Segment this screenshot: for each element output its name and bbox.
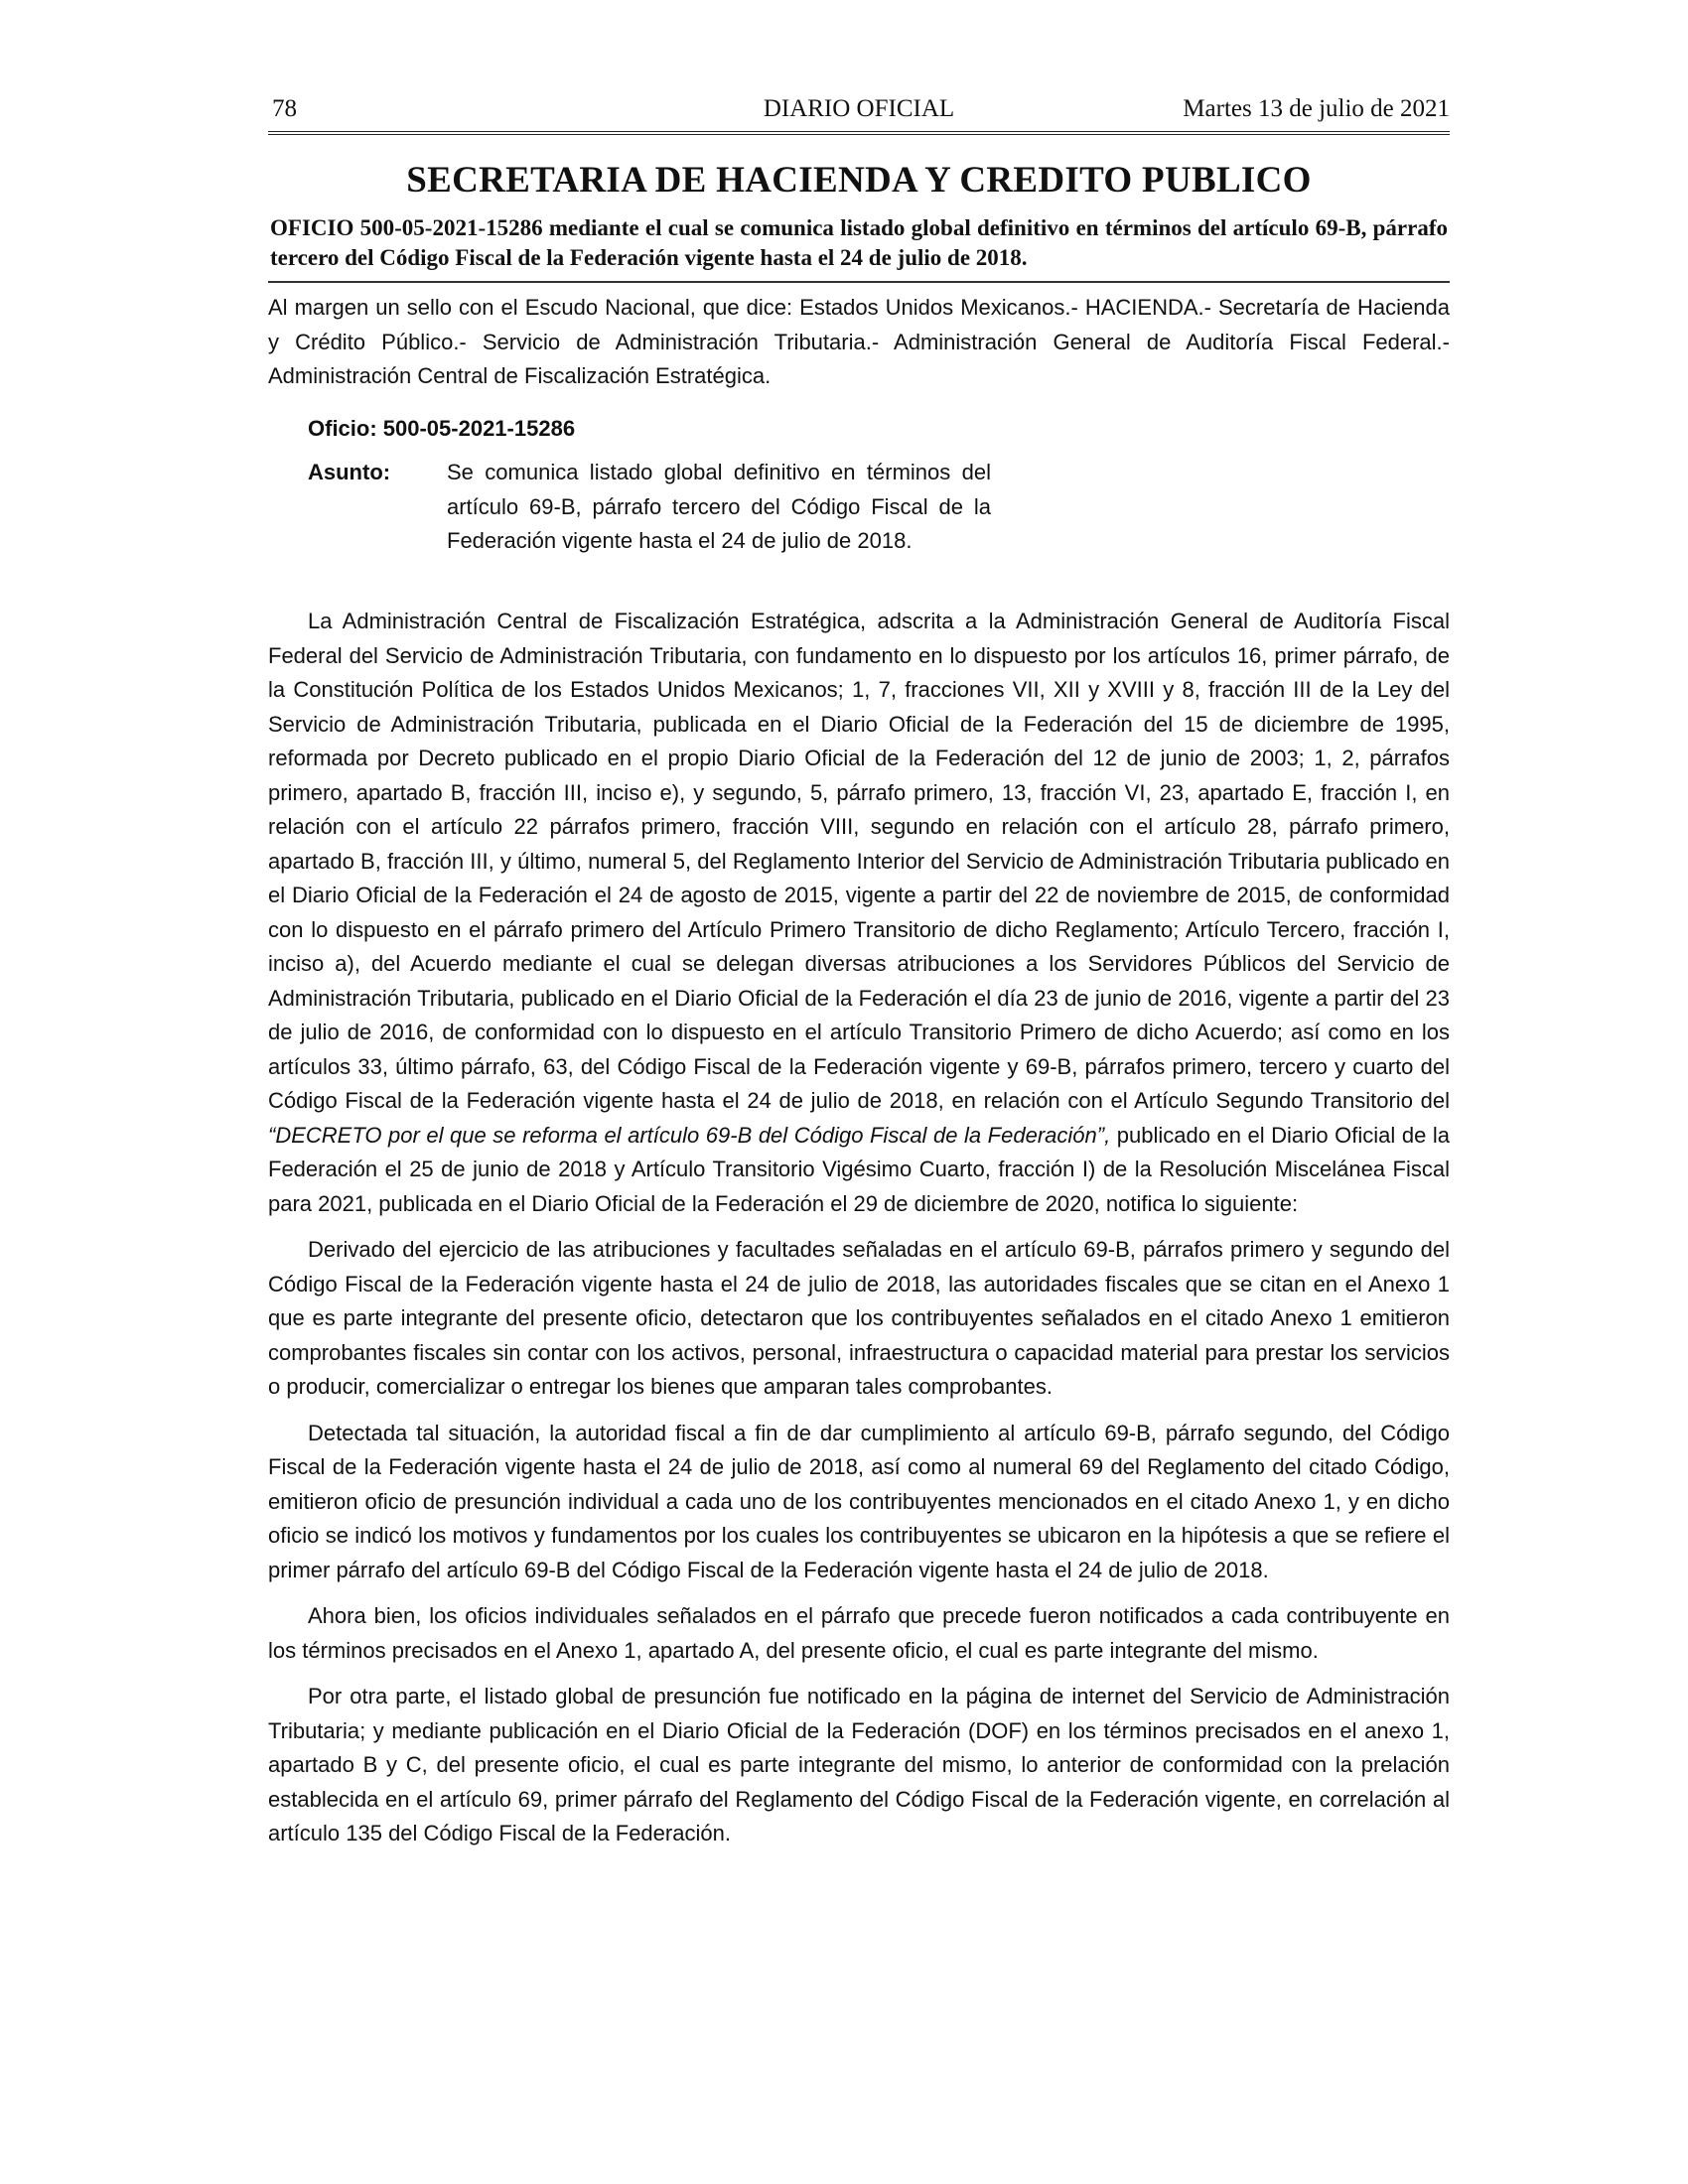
- section-heading: SECRETARIA DE HACIENDA Y CREDITO PUBLICO: [406, 160, 1312, 201]
- decree-title: “DECRETO por el que se reforma el artículo 69-B del Código Fiscal de la Federación”,: [268, 1122, 1111, 1148]
- asunto-label: Asunto:: [308, 460, 391, 484]
- paragraph-global-list: Por otra parte, el listado global de presunción fue notificado en la página de internet del Servicio de Administración Tributaria; y mediante publicación en el Diario Oficial de la Federación (DOF) en los términos precisados en el anexo 1, apartado B y C, del presente oficio, el cual es parte integrante del mismo, lo anterior de conformidad con la prelación establecida en el artículo 69, primer párrafo del Reglamento del Código Fiscal de la Federación vigente, en correlación al artículo 135 del Código Fiscal de la Federación.: [268, 1684, 1450, 1845]
- paragraph-notification: Ahora bien, los oficios individuales señalados en el párrafo que precede fueron notificados a cada contribuyente en los términos precisados en el Anexo 1, apartado A, del presente oficio, el cual es parte integrante del mismo.: [268, 1603, 1450, 1663]
- paragraph-presumption: Detectada tal situación, la autoridad fiscal a fin de dar cumplimiento al artículo 69-B, párrafo segundo, del Código Fiscal de la Federación vigente hasta el 24 de julio de 2018, así como al numeral 69 del Reglamento del citado Código, emitieron oficio de presunción individual a cada uno de los contribuyentes mencionados en el citado Anexo 1, y en dicho oficio se indicó los motivos y fundamentos por los cuales los contribuyentes se ubicaron en la hipótesis a que se refiere el primer párrafo del artículo 69-B del Código Fiscal de la Federación vigente hasta el 24 de julio de 2018.: [268, 1420, 1450, 1582]
- publication-date: Martes 13 de julio de 2021: [1183, 95, 1450, 122]
- seal-note: Al margen un sello con el Escudo Nacional, que dice: Estados Unidos Mexicanos.- HACIENDA.- Secretaría de Hacienda y Crédito Público.- Servicio de Administración Tributaria.- Administración General de Auditoría Fiscal Federal.- Administración Central de Fiscalización Estratégica.: [268, 295, 1450, 388]
- document-body: [268, 291, 1450, 1851]
- paragraph-detection: Derivado del ejercicio de las atribuciones y facultades señaladas en el artículo 69-B, párrafos primero y segundo del Código Fiscal de la Federación vigente hasta el 24 de julio de 2018, las autoridades fiscales que se citan en el Anexo 1 que es parte integrante del presente oficio, detectaron que los contribuyentes señalados en el citado Anexo 1 emitieron comprobantes fiscales sin contar con los activos, personal, infraestructura o capacidad material para prestar los servicios o producir, comercializar o entregar los bienes que amparan tales comprobantes.: [268, 1237, 1450, 1399]
- page-number: 78: [272, 95, 297, 122]
- oficio-title: OFICIO 500-05-2021-15286 mediante el cual se comunica listado global definitivo en términos del artículo 69-B, párrafo tercero del Código Fiscal de la Federación vigente hasta el 24 de julio de 2018.: [268, 213, 1450, 283]
- paragraph-legal-basis-part1: La Administración Central de Fiscalización Estratégica, adscrita a la Administración General de Auditoría Fiscal Federal del Servicio de Administración Tributaria, con fundamento en lo dispuesto por los artículos 16, primer párrafo, de la Constitución Política de los Estados Unidos Mexicanos; 1, 7, fracciones VII, XII y XVIII y 8, fracción III de la Ley del Servicio de Administración Tributaria, publicada en el Diario Oficial de la Federación del 15 de diciembre de 1995, reformada por Decreto publicado en el propio Diario Oficial de la Federación del 12 de junio de 2003; 1, 2, párrafos primero, apartado B, fracción III, inciso e), y segundo, 5, párrafo primero, 13, fracción VI, 23, apartado E, fracción I, en relación con el artículo 22 párrafos primero, fracción VIII, segundo en relación con el artículo 28, párrafo primero, apartado B, fracción III, y último, numeral 5, del Reglamento Interior del Servicio de Administración Tributaria publicado en el Diario Oficial de la Federación el 24 de agosto de 2015, vigente a partir del 22 de noviembre de 2015, de conformidad con lo dispuesto en el párrafo primero del Artículo Primero Transitorio de dicho Reglamento; Artículo Tercero, fracción I, inciso a), del Acuerdo mediante el cual se delegan diversas atribuciones a los Servidores Públicos del Servicio de Administración Tributaria, publicado en el Diario Oficial de la Federación el día 23 de junio de 2016, vigente a partir del 23 de julio de 2016, de conformidad con lo dispuesto en el artículo Transitorio Primero de dicho Acuerdo; así como en los artículos 33, último párrafo, 63, del Código Fiscal de la Federación vigente y 69-B, párrafos primero, tercero y cuarto del Código Fiscal de la Federación vigente hasta el 24 de julio de 2018, en relación con el Artículo Segundo Transitorio del: [268, 609, 1450, 1113]
- publication-name: DIARIO OFICIAL: [763, 95, 955, 122]
- page-header: [268, 91, 1450, 135]
- paragraph-legal-basis: [268, 605, 1450, 1221]
- oficio-reference: Oficio: 500-05-2021-15286: [308, 415, 576, 441]
- asunto-block: [308, 456, 1450, 595]
- asunto-text: Se comunica listado global definitivo en términos del artículo 69-B, párrafo tercero del Código Fiscal de la Federación vigente hasta el 24 de julio de 2018.: [447, 460, 991, 553]
- paragraph-legal-basis-part2: publicado en el Diario Oficial de la Federación el 25 de junio de 2018 y Artículo Transitorio Vigésimo Cuarto, fracción I) de la Resolución Miscelánea Fiscal para 2021, publicada en el Diario Oficial de la Federación el 29 de diciembre de 2020, notifica lo siguiente:: [268, 1122, 1450, 1216]
- document-page: [268, 91, 1450, 1851]
